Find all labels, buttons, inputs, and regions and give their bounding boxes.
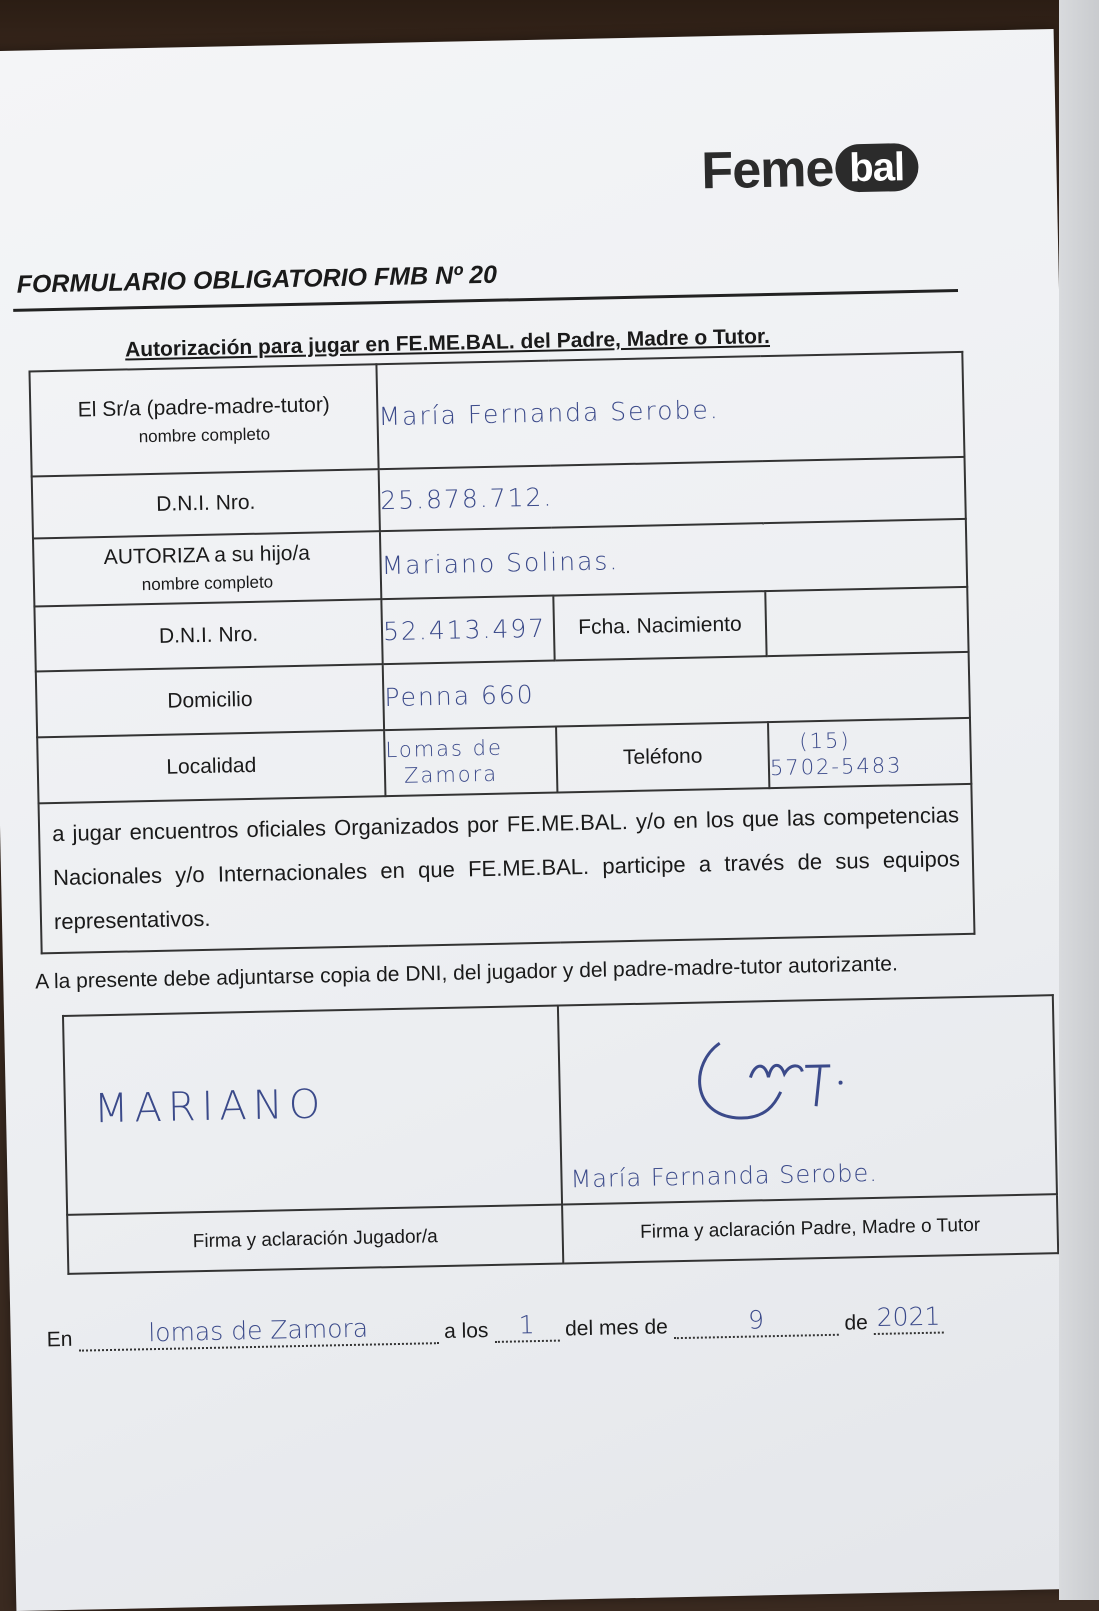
child-label-cell <box>33 531 381 606</box>
locality-line-2: Zamora <box>403 761 499 788</box>
parent-label: El Sr/a (padre-madre-tutor) <box>77 392 331 421</box>
authorization-paragraph: a jugar encuentros oficiales Organizados por FE.ME.BAL. y/o en los que las competencias Nacionales y/o Internacionales en que FE.ME.BAL. participe a través de sus equipos representativos. <box>39 784 975 954</box>
parent-signature-caption: Firma y aclaración Padre, Madre o Tutor <box>562 1194 1058 1263</box>
address-field[interactable]: Penna 660 <box>383 652 970 730</box>
player-signature-area[interactable] <box>63 1006 562 1215</box>
locality-field[interactable] <box>384 727 557 797</box>
address-label: Domicilio <box>36 664 384 737</box>
birth-date-field[interactable] <box>765 587 968 656</box>
child-dni-label: D.N.I. Nro. <box>34 599 382 671</box>
form-subtitle: Autorización para jugar en FE.ME.BAL. del Padre, Madre o Tutor. <box>124 324 771 362</box>
month-field[interactable]: 9 <box>673 1304 839 1339</box>
authorization-table <box>28 351 975 954</box>
en-label: En <box>46 1327 73 1352</box>
year-label: de <box>844 1311 869 1335</box>
player-signature-caption: Firma y aclaración Jugador/a <box>67 1205 563 1274</box>
child-name-field[interactable]: Mariano Solinas. <box>380 519 967 599</box>
phone-field[interactable] <box>768 718 971 788</box>
form-title: FORMULARIO OBLIGATORIO FMB Nº 20 <box>16 260 498 299</box>
year-field[interactable]: 2021 <box>873 1302 944 1335</box>
parent-label-cell <box>29 364 378 476</box>
birth-date-label: Fcha. Nacimiento <box>553 591 766 660</box>
place-field[interactable]: lomas de Zamora <box>78 1312 439 1352</box>
player-signature: MARIANO <box>93 1081 327 1133</box>
child-label: AUTORIZA a su hijo/a <box>103 541 311 569</box>
a-los-label: a los <box>443 1319 489 1344</box>
locality-line-1: Lomas de <box>385 735 504 763</box>
parent-name-field[interactable]: María Fernanda Serobe. <box>376 352 964 469</box>
signature-table <box>62 994 1059 1275</box>
locality-label: Localidad <box>37 730 385 803</box>
date-place-line <box>46 1302 944 1353</box>
parent-signature-area[interactable] <box>558 995 1057 1204</box>
child-dni-field[interactable]: 52.413.497 <box>381 596 554 665</box>
day-field[interactable]: 1 <box>494 1310 560 1343</box>
phone-label: Teléfono <box>556 722 769 792</box>
parent-dni-field[interactable]: 25.878.712. <box>379 457 966 531</box>
document-page <box>0 29 1086 1611</box>
attachment-note: A la presente debe adjuntarse copia de DNI, del jugador y del padre-madre-tutor autorizante. <box>35 952 899 994</box>
femebal-logo: Feme bal <box>701 137 919 202</box>
parent-sublabel: nombre completo <box>138 423 271 446</box>
month-label: del mes de <box>564 1315 669 1341</box>
paper-edge <box>1059 0 1099 1600</box>
parent-dni-label: D.N.I. Nro. <box>32 469 380 538</box>
child-sublabel: nombre completo <box>141 572 274 595</box>
parent-signature-mark <box>679 1020 881 1134</box>
parent-clarification: María Fernanda Serobe. <box>570 1158 879 1194</box>
phone-line-2: 5702-5483 <box>769 753 903 781</box>
phone-line-1: (15) <box>799 728 851 754</box>
